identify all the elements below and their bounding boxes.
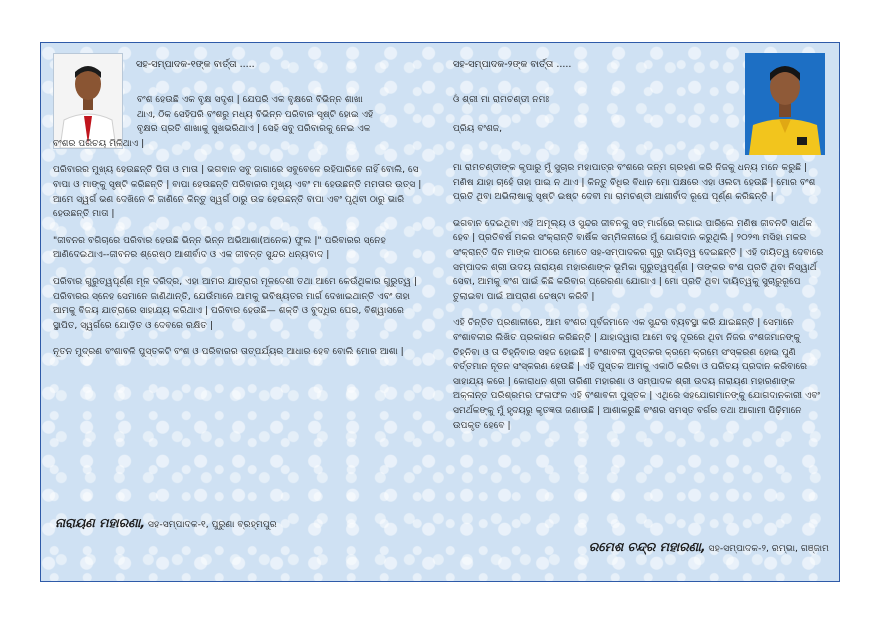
co-editor-2-message [453,161,827,445]
salutation: ପ୍ରିୟ ବଂଶଜ, [453,122,503,134]
invocation: ଓଁ ଶ୍ରୀ ମା ରାମଚଣ୍ଡୀ ନମଃ [453,94,550,105]
co-editor-2-signature [589,539,829,555]
paragraph: "ଜୀବନର ବଗିଚାରେ ପରିବାର ହେଉଛି ଭିନ୍ନ ଭିନ୍ନ ଅଭିଆଶା(ଅନେକ) ଫୁଲ |" ପରିବାରର ସ୍ନେହ ଆଣିଦେଇଥାଏ--ଜୀବନର ଶ୍ରେଷ୍ଠ ଆଶୀର୍ବାଦ ଓ ଏକ ଜୀବନ୍ତ ସୁନ୍ଦର ଧନ୍ୟବାଦ | [53,234,386,261]
letters-panel [40,42,840,582]
signature-details: ସହ-ସମ୍ପାଦକ-୧, ପୁରୁଣା ବ୍ରହ୍ମପୁର [145,519,277,530]
intro-line: ବୃକ୍ଷର ପ୍ରତି ଶାଖାକୁ ସୁଖଭରିଥାଏ | ସେହି ସବୁ ପରିବାରକୁ ନେଇ ଏକ [137,123,371,135]
signature-name: ରମେଶ ଚନ୍ଦ୍ର ମହାରଣା, [588,539,706,554]
paragraph: ପରିବାର ଗୁରୁତ୍ୱପୂର୍ଣ୍ଣ ମୂଳ ଦରିଦ୍ର, ଏହା ଆମର ଯାତ୍ରାର ମୂଳଦେଶୀ ତଥା ଆମେ କେଉଁଥିକାର ଗୁରୁତ୍ୱ | ପରିବାରର ସ୍ନେହ ସେମାନେ ଜାଣିଥାନ୍ତି, ଯେଉଁମାନେ ଆମକୁ ଭବିଷ୍ୟତର ମାର୍ଗ ଦେଖାଇଥାନ୍ତି ଏବଂ ତାହା ଆମକୁ ବିଜୟ ଯାତ୍ରାରେ ସାହାଯ୍ୟ କରିଥାଏ | ପରିବାର ହେଉଛି— ଶକ୍ତି ଓ ବୁଦ୍ଧିର ଘେର, ବିଶ୍ୱାସରେ ସ୍ଥାପିତ, ସ୍ୱର୍ଗରେ ଯୋଡ଼ିତ ଓ ଦେବରେ ରକ୍ଷିତ | [53,275,417,331]
co-editor-2-greeting [453,93,743,148]
intro-line: ବଂଶର ପରିଚୟ ମିଳିଥାଏ | [53,137,145,149]
co-editor-2-heading: ସହ-ସମ୍ପାଦକ-୨ଙ୍କ ବାର୍ତ୍ତା ..... [453,59,572,70]
co-editor-1-heading: ସହ-ସମ୍ପାଦକ-୧ଙ୍କ ବାର୍ତ୍ତା ..... [136,59,255,70]
intro-line: ବଂଶ ହେଉଛି ଏକ ବୃକ୍ଷ ସଦୃଶ | ଯେପରି ଏକ ବୃକ୍ଷରେ ବିଭିନ୍ନ ଶାଖା [137,94,363,105]
signature-name: ନାରାୟଣ ମହାରଣା, [55,515,146,530]
co-editor-1-message [53,93,431,372]
paragraph: ମା ରାମଚଣ୍ଡୀଙ୍କ କୃପାରୁ ମୁଁ ସୁଚାର ମହାପାତ୍ର ବଂଶରେ ଜନ୍ମ ଗ୍ରହଣ କରି ନିଜକୁ ଧନ୍ୟ ମନେ କରୁଛି | ମଣିଷ ଯାହା ଚାହେଁ ତାହା ପାଇ ନ ଥାଏ | କିନ୍ତୁ ବିଧିର ବିଧାନ ମୋ ପକ୍ଷରେ ଏହା ଓଲଟା ହେଉଛି | ମୋର ବଂଶ ପ୍ରତି ଥିବା ଅଭିଲାଷାକୁ ସୃଷ୍ଟି ଇଷ୍ଟ ଦେବୀ ମା ରାମଚଣ୍ଡୀ ଆଶୀର୍ବାଦ ରୂପେ ପୂର୍ଣ୍ଣ କରିଛନ୍ତି | [453,162,816,203]
paragraph: ପରିବାରର ମୁଖ୍ୟ ହେଉଛନ୍ତି ପିତା ଓ ମାତା | ଭଗବାନ ସବୁ ଜାଗାରେ ସବୁବେଳେ ରହିପାରିବେ ନାହିଁ ବୋଲି, ସେ ବାପା ଓ ମାଙ୍କୁ ସୃଷ୍ଟି କରିଛନ୍ତି | ବାପା ହେଉଛନ୍ତି ପରିବାରର ମୁଖ୍ୟ ଏବଂ ମା ହେଉଛନ୍ତି ମମତାର ଉତ୍ସ | ଆମେ ସ୍ୱର୍ଗ ଭଣ ଦେଖିନେ କି ଜାଣିନେ କିନ୍ତୁ ସ୍ୱର୍ଗ ଠାରୁ ଉଚ୍ଚ ହେଉଛନ୍ତି ବାପା ଏବଂ ପୃଥିବୀ ଠାରୁ ଭାରି ହେଉଛନ୍ତି ମାତା | [53,164,422,220]
co-editor-1-signature [55,515,277,531]
paragraph: ନୂତନ ମୁଦ୍ରଣ ବଂଶାବଳି ପୁସ୍ତକଟି ବଂଶ ଓ ପରିବାରର ତାତ୍ପର୍ଯ୍ୟର ଆଧାର ହେବ ବୋଲି ମୋର ଆଶା | [53,346,404,358]
co-editor-2-photo [745,53,825,155]
intro-line: ଥାଏ, ଠିକ ସେହିପରି ବଂଶରୁ ମଧ୍ୟ ବିଭିନ୍ନ ପରିବାର ସୃଷ୍ଟି ହୋଇ ଏହି [137,108,374,120]
signature-details: ସହ-ସମ୍ପାଦକ-୨, ରମ୍ଭା, ଗଞ୍ଜାମ [705,543,829,554]
paragraph: ଏହି ଚିନ୍ତିତ ପ୍ରଣାଳୀରେ, ଆମ ବଂଶର ପୂର୍ବଜମାନେ ଏକ ସୁନ୍ଦର ବ୍ୟବସ୍ଥା କରି ଯାଇଛନ୍ତି | ସେମାନେ ବଂଶାବଳୀର ଲିଖିତ ପ୍ରକାଶନ କରିଛନ୍ତି | ଯାହାଦ୍ୱାରା ଆମେ ବହୁ ଦୂରରେ ଥିବା ନିଜର ବଂଶଜମାନଙ୍କୁ ଚିହ୍ନିବା ଓ ତା ଚିହ୍ନିବାର ସହଜ ହୋଇଛି | ବଂଶାବଳୀ ପୁସ୍ତକର କ୍ରମେ କ୍ରମେ ସଂସ୍କରଣ ହୋଇ ପୁଣି ବର୍ତ୍ତମାନ ନୂତନ ସଂସ୍କରଣ ହେଉଛି | ଏହି ପୁସ୍ତକ ଆମକୁ ଏକାଠି କରିବା ଓ ପରିଚୟ ପ୍ରଦାନ କରିବାରେ ସାହାଯ୍ୟ କରେ | କୋରାଧନ ଶ୍ରୀ ତାରିଣୀ ମହାରଣା ଓ ସମ୍ପାଦକ ଶ୍ରୀ ଉଦୟ ନାରାୟଣ ମହାରଣାଙ୍କ ଅକ୍ଳାନ୍ତ ପରିଶ୍ରମର ଫଳାଫଳ ଏହି ବଂଶାବଳୀ ପୁସ୍ତକ | ଏଥିରେ ସହଯୋଗମାନଙ୍କୁ ଯୋଗଦାନକାରୀ ଏବଂ ସମର୍ଥକଙ୍କୁ ମୁଁ ହୃଦୟରୁ କୃତଜ୍ଞତା ଜଣାଉଛି | ଆଶାକରୁଛି ବଂଶର ସମସ୍ତ ବର୍ଗର ତଥା ଆଗାମୀ ପିଢ଼ିମାନେ ଉପକୃତ ହେବେ | [453,317,821,431]
paragraph: ଭଗବାନ ଦେଇଥିବା ଏହି ଅମୂଲ୍ୟ ଓ ସୁନ୍ଦର ଜୀବନକୁ ସତ୍ ମାର୍ଗରେ ଲଗାଇ ପାରିଲେ ମଣିଷ ଜୀବନଟି ସାର୍ଥକ ହେବ | ପ୍ରତିବର୍ଷ ମକର ସଂକ୍ରାନ୍ତି ବାର୍ଷିକ ସମ୍ମିଳନୀରେ ମୁଁ ଯୋଗଦାନ କରୁଥିଲି | ୨୦୨୩ ମସିହା ମକର ସଂକ୍ରାନ୍ତି ଦିନ ମାଙ୍କ ପାଠରେ ମୋତେ ସହ-ସମ୍ପାଦକର ଗୁରୁ ଦାୟିତ୍ୱ ଦେଇଛନ୍ତି | ଏହି ଦାୟିତ୍ୱ ଦେବାରେ ସମ୍ପାଦକ ଶ୍ରୀ ଉଦୟ ନାରାୟଣ ମହାରଣାଙ୍କ ଭୂମିକା ଗୁରୁତ୍ୱପୂର୍ଣ୍ଣ | ତାଙ୍କର ବଂଶ ପ୍ରତି ଥିବା ନିସ୍ୱାର୍ଥ ସେବା, ଆମକୁ ବଂଶ ପାଇଁ କିଛି କରିବାର ପ୍ରେରଣା ଯୋଗାଏ | ମୋ ପ୍ରତି ଥିବା ଦାୟିତ୍ୱକୁ ସୁଚାରୁରୂପେ ତୁଲାଇବା ପାଇଁ ଆପ୍ରାଣ ଚେଷ୍ଟା କରିବି | [453,217,824,302]
